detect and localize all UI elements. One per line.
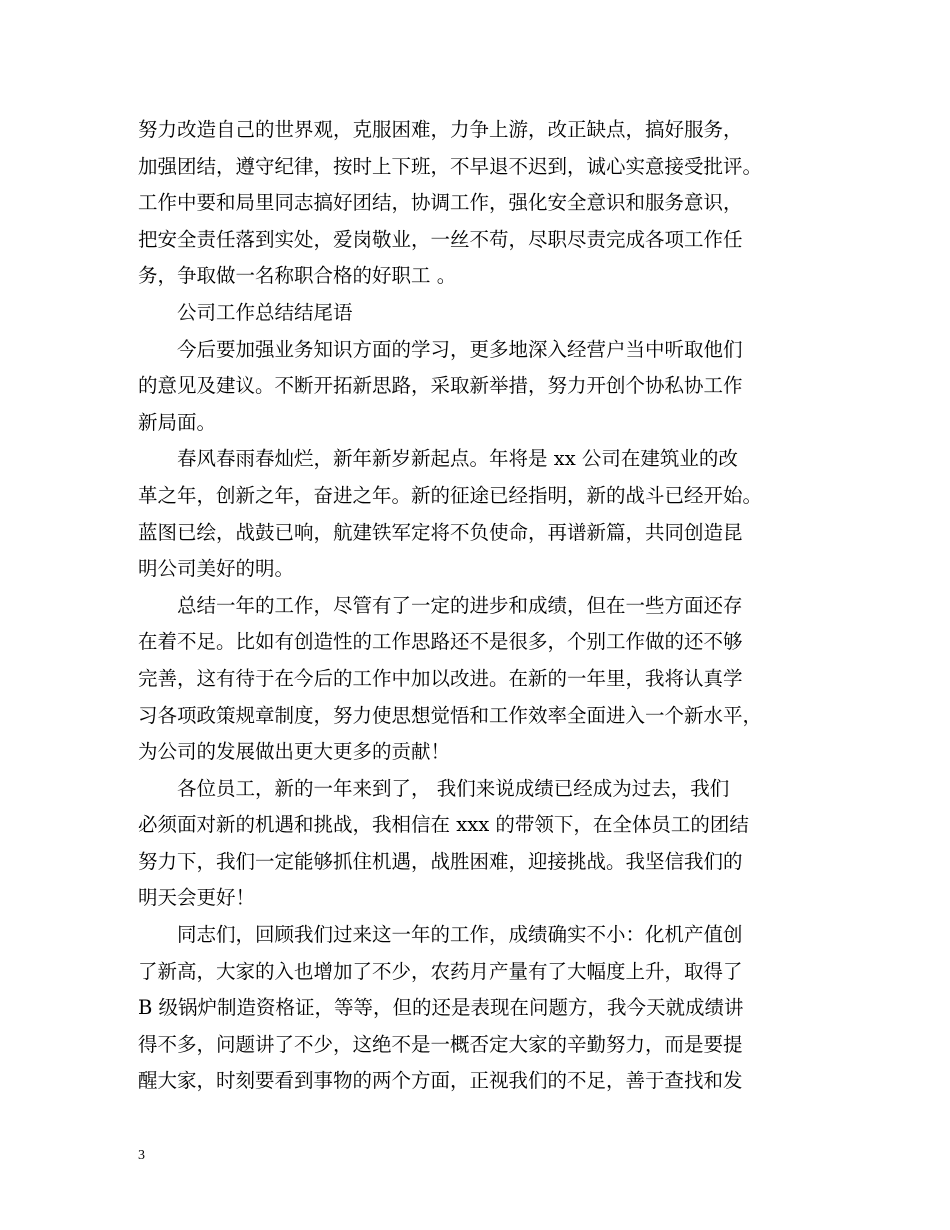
text-line: 在着不足。比如有创造性的工作思路还不是很多，个别工作做的还不够 xyxy=(138,630,743,654)
text-line: 必须面对新的机遇和挑战，我相信在 xxx 的带领下，在全体员工的团结 xyxy=(138,813,749,837)
text-line: 工作中要和局里同志搞好团结，协调工作，强化安全意识和服务意识， xyxy=(138,191,743,215)
text-line: 的意见及建议。不断开拓新思路，采取新举措，努力开创个协私协工作 xyxy=(138,374,743,398)
text-line: 春风春雨春灿烂，新年新岁新起点。年将是 xx 公司在建筑业的改 xyxy=(138,447,738,471)
text-line: 努力下，我们一定能够抓住机遇，战胜困难，迎接挑战。我坚信我们的 xyxy=(138,849,743,873)
text-line: 公司工作总结结尾语 xyxy=(138,300,353,324)
text-line: 醒大家，时刻要看到事物的两个方面，正视我们的不足，善于查找和发 xyxy=(138,1069,743,1093)
text-line: 各位员工，新的一年来到了， 我们来说成绩已经成为过去，我们 xyxy=(138,776,730,800)
page-number: 3 xyxy=(138,1148,145,1163)
text-line: 新局面。 xyxy=(138,410,217,434)
text-line: 完善，这有待于在今后的工作中加以改进。在新的一年里，我将认真学 xyxy=(138,666,743,690)
text-line: 总结一年的工作，尽管有了一定的进步和成绩，但在一些方面还存 xyxy=(138,593,743,617)
text-line: B 级锅炉制造资格证，等等，但的还是表现在问题方，我今天就成绩讲 xyxy=(138,996,744,1020)
body-text xyxy=(138,112,838,1100)
text-line: 努力改造自己的世界观，克服困难，力争上游，改正缺点，搞好服务， xyxy=(138,118,743,141)
text-line: 明公司美好的明。 xyxy=(138,557,295,581)
text-line: 了新高，大家的入也增加了不少，农药月产量有了大幅度上升，取得了 xyxy=(138,959,743,983)
text-line: 把安全责任落到实处，爱岗敬业，一丝不苟，尽职尽责完成各项工作任 xyxy=(138,227,743,251)
text-line: 同志们，回顾我们过来这一年的工作，成绩确实不小：化机产值创 xyxy=(138,923,743,947)
text-line: 务，争取做一名称职合格的好职工 。 xyxy=(138,264,457,288)
text-line: 蓝图已绘，战鼓已响，航建铁军定将不负使命，再谱新篇，共同创造昆 xyxy=(138,520,743,544)
text-line: 习各项政策规章制度，努力使思想觉悟和工作效率全面进入一个新水平， xyxy=(138,703,763,727)
text-line: 加强团结，遵守纪律，按时上下班，不早退不迟到，诚心实意接受批评。 xyxy=(138,154,763,178)
text-line: 为公司的发展做出更大更多的贡献！ xyxy=(138,740,451,764)
text-line: 革之年，创新之年，奋进之年。新的征途已经指明，新的战斗已经开始。 xyxy=(138,483,763,507)
text-line: 今后要加强业务知识方面的学习，更多地深入经营户当中听取他们 xyxy=(138,337,743,361)
text-line: 明天会更好！ xyxy=(138,886,256,910)
text-line: 得不多，问题讲了不少，这绝不是一概否定大家的辛勤努力，而是要提 xyxy=(138,1032,743,1056)
